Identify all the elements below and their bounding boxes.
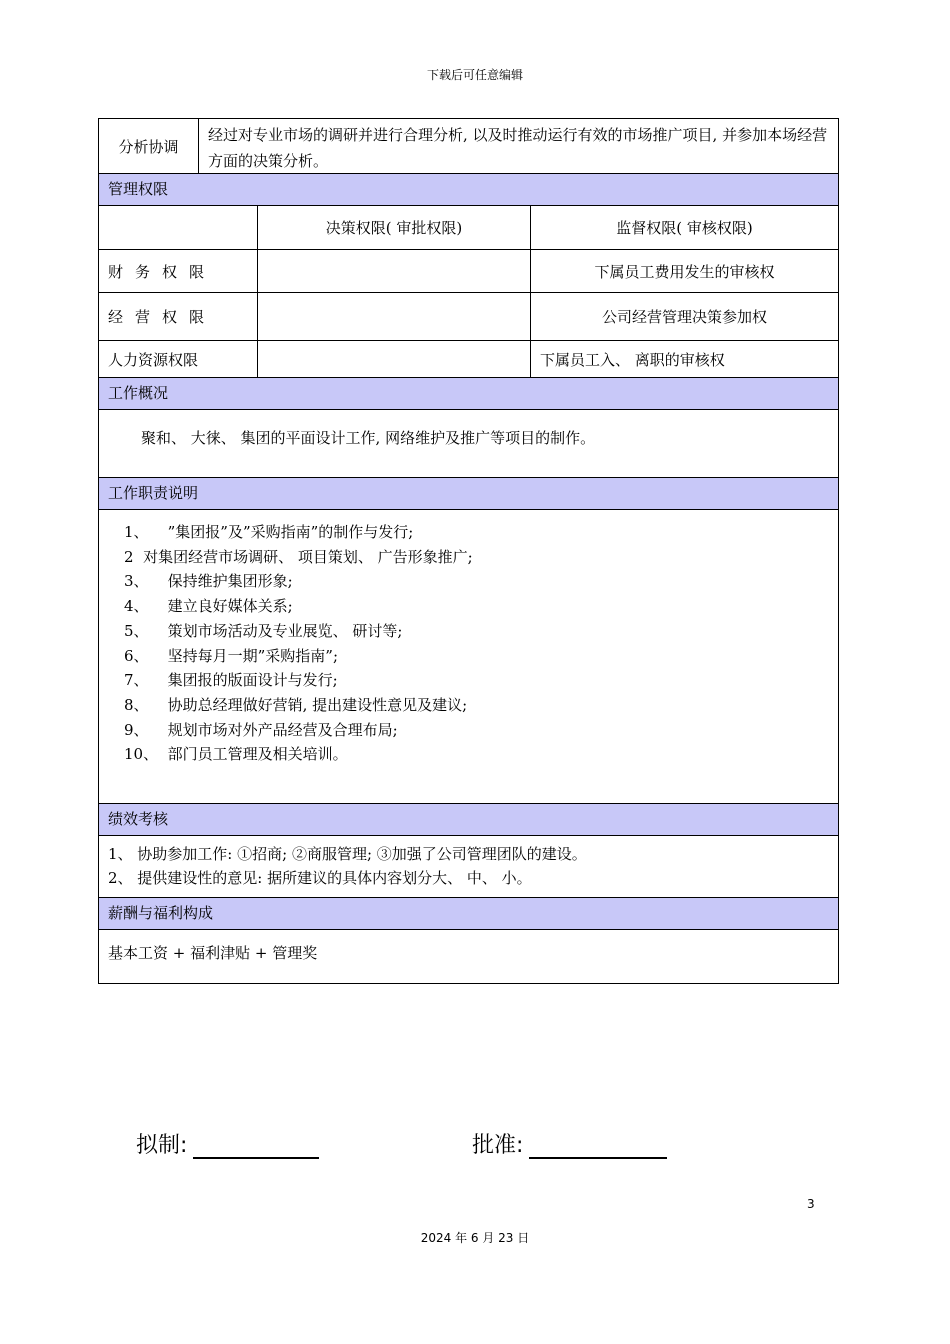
footer-date: 2024 年 6 月 23 日 (420, 1231, 530, 1245)
authority-row-hr (99, 341, 838, 378)
decision-column-header: 决策权限( 审批权限) (257, 206, 530, 249)
duties-list (99, 510, 838, 804)
duty-item: 7、 集团报的版面设计与发行; (124, 671, 338, 690)
duty-item: 6、 坚持每月一期”采购指南”; (124, 646, 339, 665)
authority-row-operation (99, 293, 838, 341)
authority-supervise-operation: 公司经营管理决策参加权 (530, 293, 838, 340)
duty-item: 4、 建立良好媒体关系; (124, 597, 293, 616)
authority-header-row (99, 206, 838, 250)
overview-text: 聚和、 大徕、 集团的平面设计工作, 网络维护及推广等项目的制作。 (99, 410, 838, 478)
analysis-text: 经过对专业市场的调研并进行合理分析, 以及时推动运行有效的市场推广项目, 并参加本场经营方面的决策分析。 (198, 119, 838, 173)
job-description-table (98, 118, 839, 984)
authority-label-finance: 财务权限 (108, 262, 217, 281)
salary-text: 基本工资 + 福利津贴 + 管理奖 (108, 944, 318, 962)
supervise-column-header: 监督权限( 审核权限) (530, 206, 838, 249)
salary-section-title: 薪酬与福利构成 (99, 898, 838, 930)
drafted-signature-line[interactable] (193, 1133, 319, 1159)
authority-label-operation: 经营权限 (108, 308, 217, 326)
duty-item: 5、 策划市场活动及专业展览、 研讨等; (124, 621, 403, 640)
approved-signature-line[interactable] (529, 1133, 667, 1159)
duty-item: 10、 部门员工管理及相关培训。 (124, 745, 348, 764)
performance-section-title: 绩效考核 (99, 804, 838, 836)
analysis-row (99, 119, 838, 174)
performance-content (99, 836, 838, 898)
authority-supervise-hr: 下属员工入、 离职的审核权 (530, 341, 838, 377)
authority-header-blank (99, 206, 257, 249)
authority-decision-finance (257, 250, 530, 292)
duty-item: 2 对集团经营市场调研、 项目策划、 广告形象推广; (124, 547, 473, 566)
drafted-label: 拟制: (136, 1133, 188, 1158)
authority-label-hr: 人力资源权限 (108, 350, 199, 369)
duty-item: 1、 ”集团报”及”采购指南”的制作与发行; (124, 523, 414, 541)
duty-item: 3、 保持维护集团形象; (124, 572, 293, 591)
duty-item: 8、 协助总经理做好营销, 提出建设性意见及建议; (124, 695, 468, 714)
header-note: 下载后可任意编辑 (426, 68, 523, 82)
performance-line: 1、 协助参加工作: ①招商; ②商服管理; ③加强了公司管理团队的建设。 (108, 845, 587, 863)
approved-signature (472, 1128, 667, 1159)
analysis-label: 分析协调 (118, 137, 179, 156)
duties-section-title: 工作职责说明 (99, 478, 838, 510)
authority-section-title: 管理权限 (99, 174, 838, 206)
authority-decision-hr (257, 341, 530, 377)
authority-decision-operation (257, 293, 530, 340)
authority-row-finance (99, 250, 838, 293)
overview-section-title: 工作概况 (99, 378, 838, 410)
authority-supervise-finance: 下属员工费用发生的审核权 (530, 250, 838, 292)
drafted-signature (136, 1128, 319, 1159)
performance-line: 2、 提供建设性的意见: 据所建议的具体内容划分大、 中、 小。 (108, 869, 532, 887)
page-number: 3 (807, 1197, 815, 1211)
duty-item: 9、 规划市场对外产品经营及合理布局; (124, 720, 398, 739)
approved-label: 批准: (472, 1133, 524, 1158)
